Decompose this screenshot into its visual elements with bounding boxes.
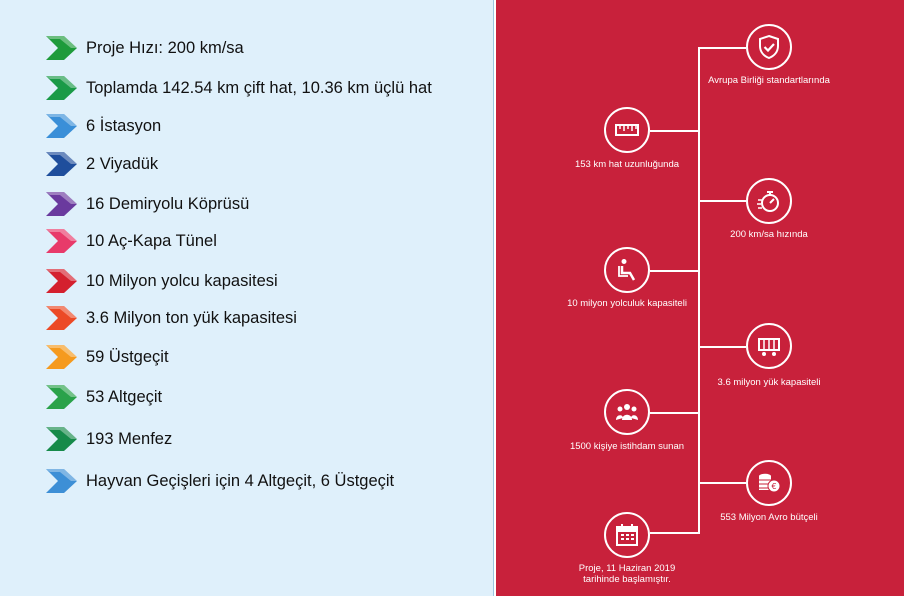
infographic-caption: 10 milyon yolculuk kapasiteli <box>567 298 687 309</box>
list-item-text: 3.6 Milyon ton yük kapasitesi <box>86 308 297 327</box>
infographic-caption: 1500 kişiye istihdam sunan <box>569 441 685 452</box>
infographic-caption: 553 Milyon Avro bütçeli <box>720 512 818 523</box>
list-item <box>44 189 249 219</box>
list-item-text: 16 Demiryolu Köprüsü <box>86 194 250 213</box>
list-item <box>44 149 158 179</box>
list-item <box>44 382 162 412</box>
calendar-icon <box>614 522 640 548</box>
list-item <box>44 466 394 496</box>
chevron-arrow-icon <box>44 268 78 294</box>
connector <box>650 130 698 132</box>
list-item <box>44 303 297 333</box>
chevron-arrow-icon <box>44 384 78 410</box>
chevron-arrow-icon <box>44 75 78 101</box>
list-item <box>44 111 161 141</box>
infographic-caption: 200 km/sa hızında <box>730 229 808 240</box>
list-item <box>44 226 217 256</box>
list-item-text: 2 Viyadük <box>86 154 159 173</box>
connector <box>698 346 746 348</box>
seat-icon <box>614 257 640 283</box>
connector <box>650 270 698 272</box>
people-icon <box>614 399 640 425</box>
svg-text:€: € <box>771 482 777 491</box>
infographic-panel <box>496 0 904 596</box>
shield-check-icon <box>756 34 782 60</box>
connector <box>698 482 746 484</box>
connector <box>650 412 698 414</box>
chevron-arrow-icon <box>44 151 78 177</box>
connector <box>650 532 700 534</box>
chevron-arrow-icon <box>44 426 78 452</box>
list-item <box>44 424 172 454</box>
list-item-text: 10 Aç-Kapa Tünel <box>86 231 217 250</box>
list-item <box>44 33 244 63</box>
chevron-arrow-icon <box>44 113 78 139</box>
chevron-arrow-icon <box>44 305 78 331</box>
list-item-text: Toplamda 142.54 km çift hat, 10.36 km üçlü hat <box>86 78 432 97</box>
list-item-text: 6 İstasyon <box>86 116 162 135</box>
list-item-text: 53 Altgeçit <box>86 387 163 406</box>
coins-euro-icon <box>756 470 782 496</box>
list-item-text: 59 Üstgeçit <box>86 347 169 366</box>
connector <box>698 200 746 202</box>
ruler-icon <box>614 117 640 143</box>
infographic-caption: 153 km hat uzunluğunda <box>574 159 680 170</box>
list-item <box>44 73 432 103</box>
chevron-arrow-icon <box>44 228 78 254</box>
infographic-caption: 3.6 milyon yük kapasiteli <box>717 377 821 388</box>
chevron-arrow-icon <box>44 35 78 61</box>
stopwatch-icon <box>756 188 782 214</box>
infographic-caption: Proje, 11 Haziran 2019 tarihinde başlamıştır. <box>578 563 676 585</box>
list-item-text: Proje Hızı: 200 km/sa <box>86 38 244 57</box>
chevron-arrow-icon <box>44 468 78 494</box>
timeline-line <box>698 47 700 532</box>
chevron-arrow-icon <box>44 191 78 217</box>
list-item-text: 10 Milyon yolcu kapasitesi <box>86 271 278 290</box>
list-item <box>44 266 278 296</box>
infographic-caption: Avrupa Birliği standartlarında <box>708 75 830 86</box>
list-item-text: Hayvan Geçişleri için 4 Altgeçit, 6 Üstgeçit <box>86 471 395 490</box>
freight-wagon-icon <box>756 333 782 359</box>
chevron-arrow-icon <box>44 344 78 370</box>
list-item <box>44 342 169 372</box>
connector <box>698 47 746 49</box>
list-item-text: 193 Menfez <box>86 429 173 448</box>
